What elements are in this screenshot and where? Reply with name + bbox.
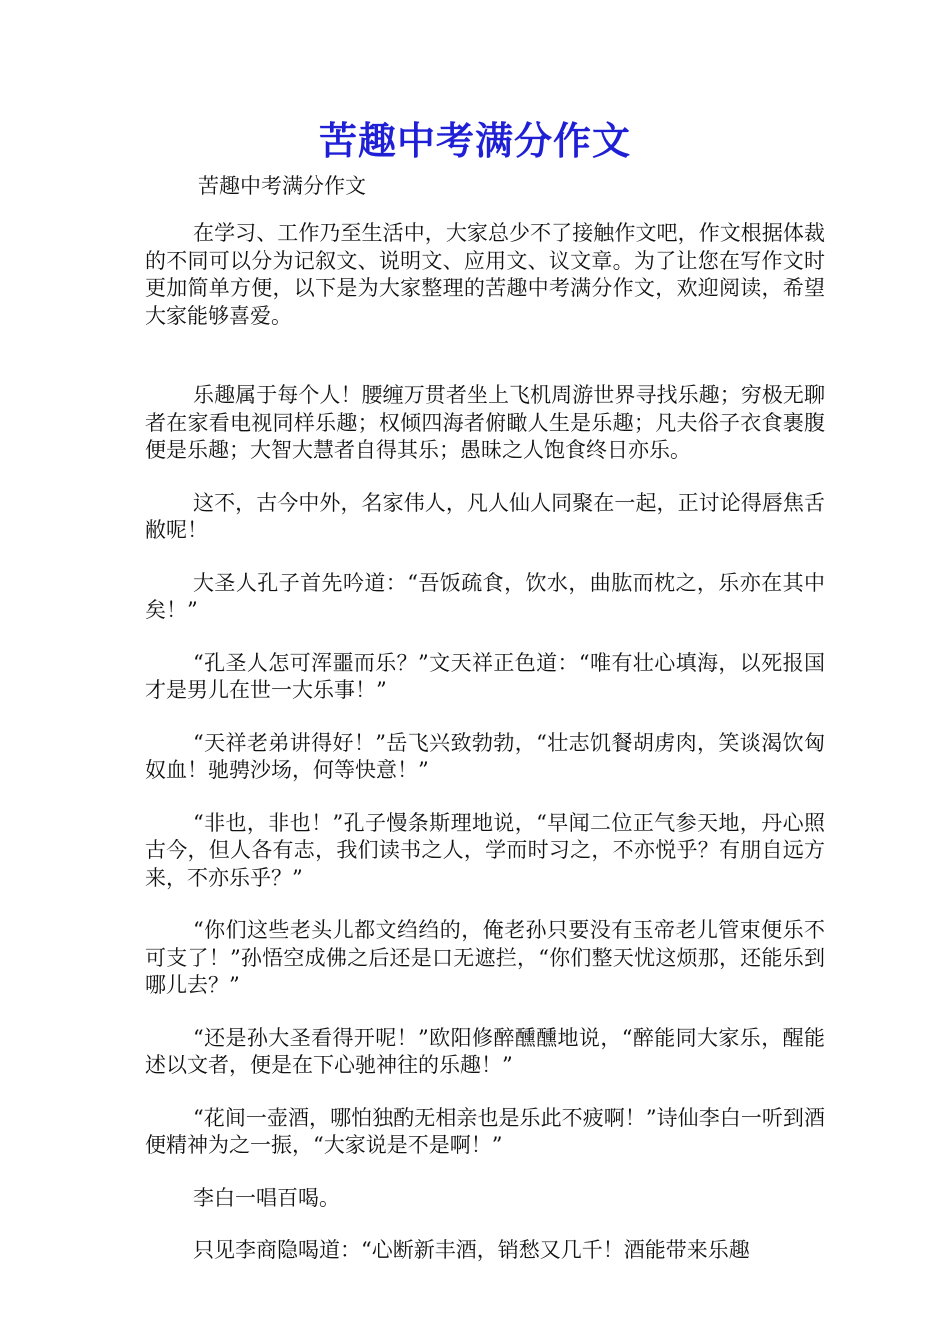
document-body xyxy=(145,220,825,1265)
paragraph: “非也，非也！”孔子慢条斯理地说，“早闻二位正气参天地，丹心照古今，但人各有志，我们读书之人，学而时习之，不亦悦乎？有朋自远方来，不亦乐乎？” xyxy=(145,810,825,890)
paragraph-spacer xyxy=(145,625,825,650)
paragraph: 李白一唱百喝。 xyxy=(193,1185,340,1210)
paragraph: “花间一壶酒，哪怕独酌无相亲也是乐此不疲啊！”诗仙李白一听到酒便精神为之一振，“大家说是不是啊！” xyxy=(145,1105,825,1157)
paragraph-spacer xyxy=(145,705,825,730)
paragraph: “你们这些老头儿都文绉绉的，俺老孙只要没有玉帝老儿管束便乐不可支了！”孙悟空成佛之后还是口无遮拦，“你们整天忧这烦那，还能乐到哪儿去？” xyxy=(145,918,825,997)
paragraph-spacer xyxy=(145,545,825,570)
document-subtitle: 苦趣中考满分作文 xyxy=(198,174,366,198)
paragraph: 这不，古今中外，名家伟人，凡人仙人同聚在一起，正讨论得唇焦舌敝呢！ xyxy=(145,490,825,542)
paragraph-spacer xyxy=(145,892,825,917)
paragraph-spacer xyxy=(145,1080,825,1105)
paragraph-spacer xyxy=(145,465,825,490)
paragraph: 乐趣属于每个人！腰缠万贯者坐上飞机周游世界寻找乐趣；穷极无聊者在家看电视同样乐趣；权倾四海者俯瞰人生是乐趣；凡夫俗子衣食裹腹便是乐趣；大智大慧者自得其乐；愚昧之人饱食终日亦乐。 xyxy=(145,383,825,462)
paragraph-spacer xyxy=(145,1000,825,1025)
paragraph-spacer xyxy=(145,330,825,382)
paragraph: 只见李商隐喝道：“心断新丰酒，销愁又几千！酒能带来乐趣 xyxy=(193,1238,750,1262)
paragraph: 在学习、工作乃至生活中，大家总少不了接触作文吧，作文根据体裁的不同可以分为记叙文、说明文、应用文、议文章。为了让您在写作文时更加简单方便，以下是为大家整理的苦趣中考满分作文，欢迎阅读，希望大家能够喜爱。 xyxy=(145,221,825,328)
paragraph: “孔圣人怎可浑噩而乐？”文天祥正色道：“唯有壮心填海，以死报国才是男儿在世一大乐事！” xyxy=(145,650,825,702)
paragraph-spacer xyxy=(145,785,825,810)
paragraph: “还是孙大圣看得开呢！”欧阳修醉醺醺地说，“醉能同大家乐，醒能述以文者，便是在下心驰神往的乐趣！” xyxy=(145,1025,825,1077)
paragraph: “天祥老弟讲得好！”岳飞兴致勃勃，“壮志饥餐胡虏肉，笑谈渴饮匈奴血！驰骋沙场，何等快意！” xyxy=(145,730,825,782)
paragraph: 大圣人孔子首先吟道：“吾饭疏食，饮水，曲肱而枕之，乐亦在其中矣！” xyxy=(145,570,825,622)
paragraph-spacer xyxy=(145,1212,825,1237)
document-title: 苦趣中考满分作文 xyxy=(318,118,631,163)
paragraph-spacer xyxy=(145,1160,825,1185)
